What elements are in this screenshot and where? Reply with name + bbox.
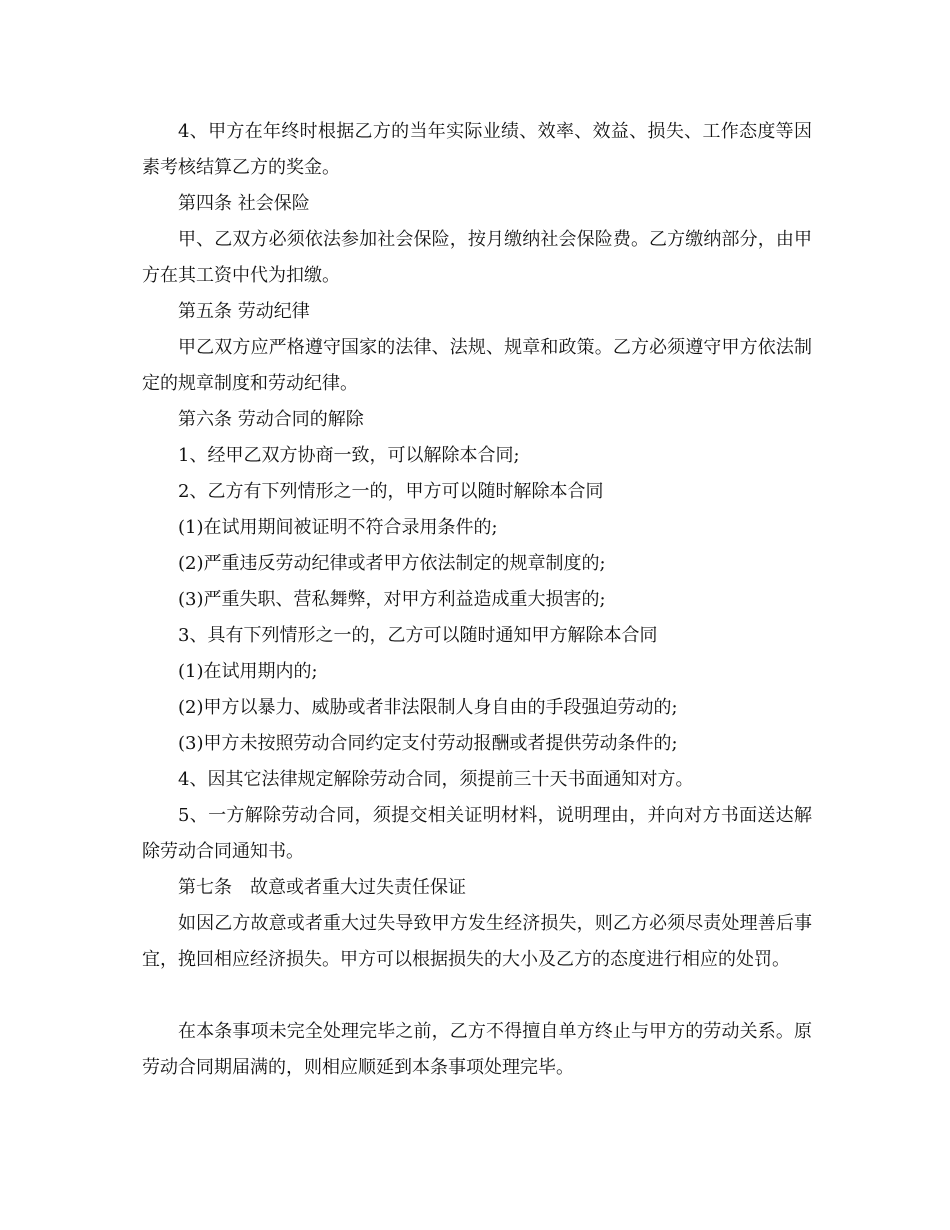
clause-paragraph: 甲、乙双方必须依法参加社会保险，按月缴纳社会保险费。乙方缴纳部分，由甲方在其工资中代为扣缴。 — [142, 229, 812, 286]
sub-clause-item: (3)甲方未按照劳动合同约定支付劳动报酬或者提供劳动条件的; — [178, 733, 678, 754]
clause-item: 2、乙方有下列情形之一的，甲方可以随时解除本合同 — [178, 481, 604, 502]
article-heading: 第五条 劳动纪律 — [178, 301, 310, 322]
sub-clause-item: (1)在试用期间被证明不符合录用条件的; — [178, 517, 498, 538]
article-heading: 第七条 故意或者重大过失责任保证 — [178, 877, 466, 898]
clause-paragraph: 在本条事项未完全处理完毕之前，乙方不得擅自单方终止与甲方的劳动关系。原劳动合同期届满的，则相应顺延到本条事项处理完毕。 — [142, 1021, 812, 1078]
sub-clause-item: (3)严重失职、营私舞弊，对甲方利益造成重大损害的; — [178, 589, 606, 610]
clause-paragraph: 4、甲方在年终时根据乙方的当年实际业绩、效率、效益、损失、工作态度等因素考核结算乙方的奖金。 — [142, 121, 812, 178]
clause-paragraph: 5、一方解除劳动合同，须提交相关证明材料，说明理由，并向对方书面送达解除劳动合同通知书。 — [142, 805, 812, 862]
clause-item: 1、经甲乙双方协商一致，可以解除本合同; — [178, 445, 520, 466]
clause-item: 3、具有下列情形之一的，乙方可以随时通知甲方解除本合同 — [178, 625, 658, 646]
clause-paragraph: 甲乙双方应严格遵守国家的法律、法规、规章和政策。乙方必须遵守甲方依法制定的规章制度和劳动纪律。 — [142, 337, 812, 394]
article-heading: 第六条 劳动合同的解除 — [178, 409, 364, 430]
sub-clause-item: (1)在试用期内的; — [178, 661, 318, 682]
sub-clause-item: (2)甲方以暴力、威胁或者非法限制人身自由的手段强迫劳动的; — [178, 697, 678, 718]
sub-clause-item: (2)严重违反劳动纪律或者甲方依法制定的规章制度的; — [178, 553, 606, 574]
article-heading: 第四条 社会保险 — [178, 193, 310, 214]
clause-paragraph: 如因乙方故意或者重大过失导致甲方发生经济损失，则乙方必须尽责处理善后事宜，挽回相应经济损失。甲方可以根据损失的大小及乙方的态度进行相应的处罚。 — [142, 913, 812, 970]
clause-item: 4、因其它法律规定解除劳动合同，须提前三十天书面通知对方。 — [178, 769, 694, 790]
